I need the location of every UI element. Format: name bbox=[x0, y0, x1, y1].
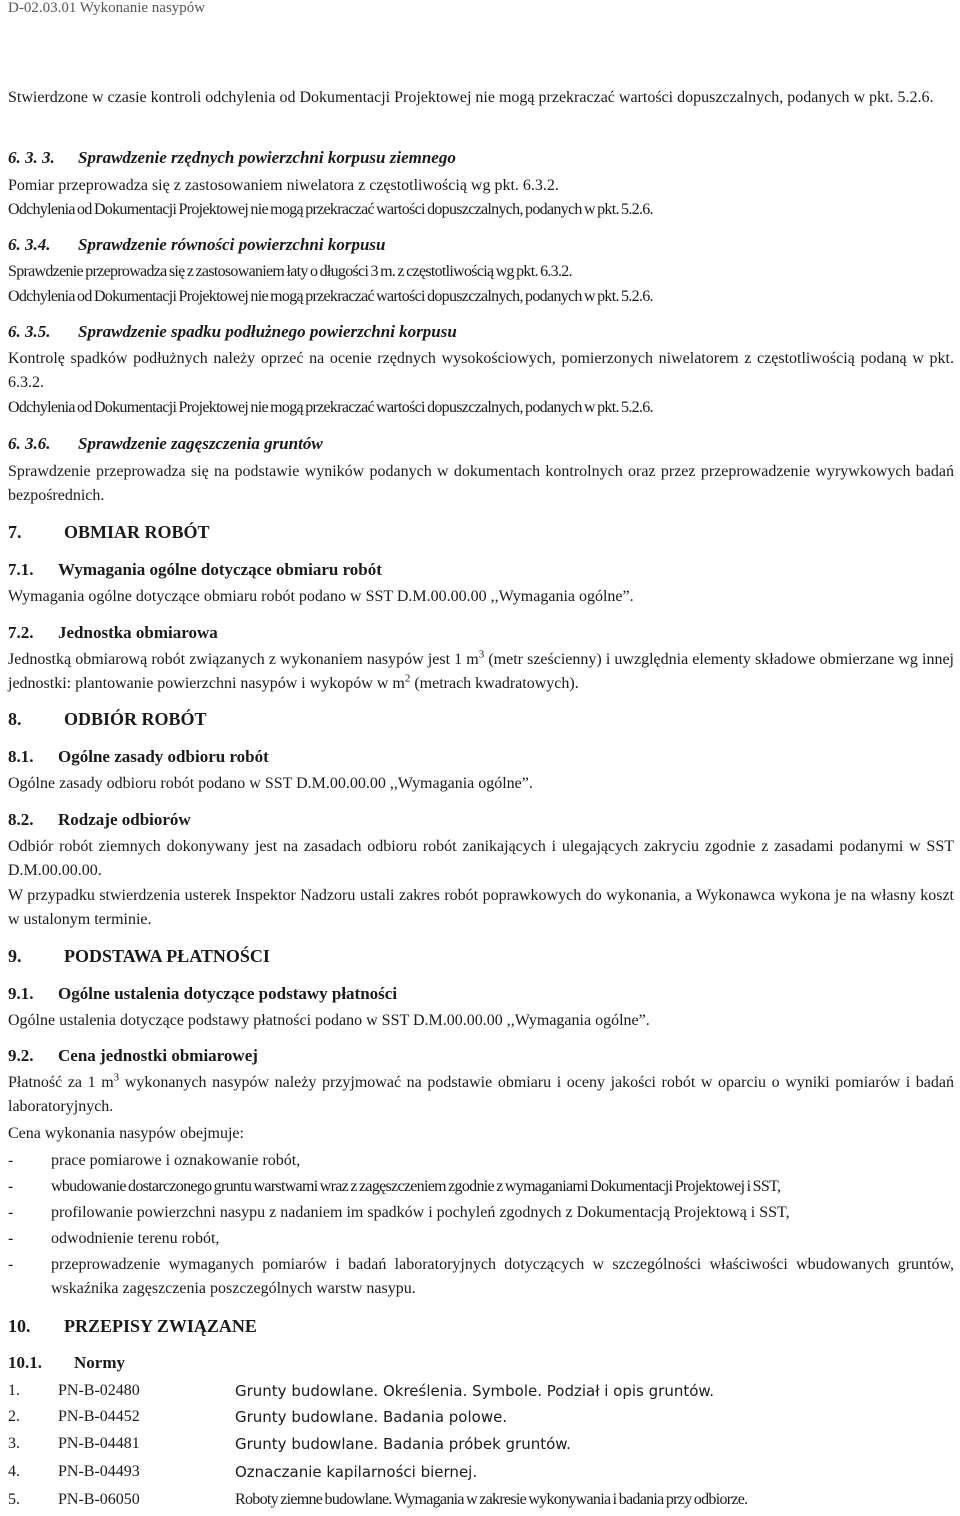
heading-title: Cena jednostki obmiarowej bbox=[58, 1046, 258, 1065]
paragraph: Odchylenia od Dokumentacji Projektowej nie mogą przekraczać wartości dopuszczalnych, podanych w pkt. 5.2.6. bbox=[8, 201, 653, 218]
paragraph: Jednostką obmiarową robót związanych z wykonaniem nasypów jest 1 $m^3$ (metr sześcienny) i uwzględnia elementy składowe obmierzane wg innej jednostki: plantowanie powierzchni nasypów i wykopów w $m^2$ (metrach kwadratowych). bbox=[8, 648, 955, 692]
section-number: 6. 3. 3. bbox=[8, 148, 55, 167]
paragraph: Kontrolę spadków podłużnych należy oprzeć na ocenie rzędnych wysokościowych, pomierzonych niwelatorem z częstotliwością podaną w pkt. 6.3.2. bbox=[8, 350, 954, 391]
heading-title: OBMIAR ROBÓT bbox=[64, 522, 210, 542]
heading-title: Jednostka obmiarowa bbox=[58, 623, 218, 642]
paragraph: Płatność za 1 $m^3$ wykonanych nasypów należy przyjmować na podstawie obmiaru i oceny jakości robót w oparciu o wyniki pomiarów i badań laboratoryjnych. bbox=[8, 1071, 954, 1115]
heading-8-2 bbox=[8, 810, 191, 830]
heading-title: Ogólne ustalenia dotyczące podstawy płatności bbox=[58, 984, 398, 1003]
paragraph: Sprawdzenie przeprowadza się z zastosowaniem łaty o długości 3 m. z częstotliwością wg pkt. 6.3.2. bbox=[8, 263, 572, 280]
section-title: Sprawdzenie równości powierzchni korpusu bbox=[78, 235, 386, 254]
paragraph: W przypadku stwierdzenia usterek Inspektor Nadzoru ustali zakres robót poprawkowych do wykonania, a Wykonawca wykona je na własny koszt w ustalonym terminie. bbox=[8, 887, 954, 928]
heading-title: Normy bbox=[74, 1353, 125, 1372]
section-6-3-3 bbox=[8, 148, 456, 168]
section-6-3-6 bbox=[8, 434, 323, 454]
paragraph: Odchylenia od Dokumentacji Projektowej nie mogą przekraczać wartości dopuszczalnych, podanych w pkt. 5.2.6. bbox=[8, 288, 653, 305]
heading-number: 7. bbox=[8, 522, 22, 542]
heading-9 bbox=[8, 946, 270, 967]
section-number: 6. 3.4. bbox=[8, 235, 51, 254]
section-6-3-4 bbox=[8, 235, 386, 255]
paragraph: Odchylenia od Dokumentacji Projektowej nie mogą przekraczać wartości dopuszczalnych, podanych w pkt. 5.2.6. bbox=[8, 399, 653, 416]
heading-7 bbox=[8, 522, 210, 543]
paragraph: Wymagania ogólne dotyczące obmiaru robót podano w SST D.M.00.00.00 ,,Wymagania ogólne”. bbox=[8, 588, 634, 605]
list-item: - odwodnienie terenu robót, bbox=[8, 1230, 220, 1247]
heading-title: Wymagania ogólne dotyczące obmiaru robót bbox=[58, 560, 382, 579]
heading-title: Ogólne zasady odbioru robót bbox=[58, 747, 269, 766]
heading-number: 8.2. bbox=[8, 810, 34, 829]
section-number: 6. 3.6. bbox=[8, 434, 51, 453]
list-item: - prace pomiarowe i oznakowanie robót, bbox=[8, 1152, 301, 1169]
list-item: - profilowanie powierzchni nasypu z nadaniem im spadków i pochyleń zgodnych z Dokumentacją Projektową i SST, bbox=[8, 1204, 790, 1221]
heading-7-1 bbox=[8, 560, 382, 580]
heading-number: 10.1. bbox=[8, 1353, 42, 1372]
heading-10 bbox=[8, 1316, 257, 1337]
heading-9-2 bbox=[8, 1046, 258, 1066]
paragraph: Stwierdzone w czasie kontroli odchylenia od Dokumentacji Projektowej nie mogą przekraczać wartości dopuszczalnych, podanych w pkt. 5.2.6. bbox=[8, 89, 934, 106]
heading-10-1 bbox=[8, 1353, 125, 1373]
heading-number: 10. bbox=[8, 1316, 31, 1336]
heading-8-1 bbox=[8, 747, 269, 767]
heading-9-1 bbox=[8, 984, 397, 1004]
heading-title: PRZEPISY ZWIĄZANE bbox=[64, 1316, 257, 1336]
page-header: D-02.03.01 Wykonanie nasypów bbox=[8, 0, 206, 16]
section-title: Sprawdzenie zagęszczenia gruntów bbox=[78, 434, 323, 453]
heading-number: 8.1. bbox=[8, 747, 34, 766]
list-item: - wbudowanie dostarczonego gruntu warstwami wraz z zagęszczeniem zgodnie z wymaganiami Dokumentacji Projektowej i SST, bbox=[8, 1178, 781, 1195]
section-6-3-5 bbox=[8, 322, 457, 342]
paragraph: Ogólne ustalenia dotyczące podstawy płatności podano w SST D.M.00.00.00 ,,Wymagania ogólne”. bbox=[8, 1012, 650, 1029]
heading-title: ODBIÓR ROBÓT bbox=[64, 709, 207, 729]
section-number: 6. 3.5. bbox=[8, 322, 51, 341]
heading-number: 7.1. bbox=[8, 560, 34, 579]
heading-number: 9.2. bbox=[8, 1046, 34, 1065]
paragraph: Ogólne zasady odbioru robót podano w SST D.M.00.00.00 ,,Wymagania ogólne”. bbox=[8, 775, 533, 792]
heading-number: 9.1. bbox=[8, 984, 34, 1003]
section-title: Sprawdzenie rzędnych powierzchni korpusu ziemnego bbox=[78, 148, 456, 167]
heading-8 bbox=[8, 709, 207, 730]
heading-title: PODSTAWA PŁATNOŚCI bbox=[64, 946, 270, 966]
paragraph: Cena wykonania nasypów obejmuje: bbox=[8, 1125, 244, 1142]
paragraph: Sprawdzenie przeprowadza się na podstawie wyników podanych w dokumentach kontrolnych oraz przez przeprowadzenie wyrywkowych badań bezpośrednich. bbox=[8, 463, 954, 504]
heading-number: 8. bbox=[8, 709, 22, 729]
heading-title: Rodzaje odbiorów bbox=[58, 810, 191, 829]
heading-number: 7.2. bbox=[8, 623, 34, 642]
heading-7-2 bbox=[8, 623, 218, 643]
list-item: - przeprowadzenie wymaganych pomiarów i badań laboratoryjnych dotyczących w szczególności właściwości wbudowanych gruntów, wskaźnika zagęszczenia poszczególnych warstw nasypu. bbox=[8, 1256, 954, 1297]
paragraph: Odbiór robót ziemnych dokonywany jest na zasadach odbioru robót zanikających i ulegających zakryciu zgodnie z zasadami podanymi w SST D.M.00.00.00. bbox=[8, 838, 954, 879]
section-title: Sprawdzenie spadku podłużnego powierzchni korpusu bbox=[78, 322, 457, 341]
paragraph: Pomiar przeprowadza się z zastosowaniem niwelatora z częstotliwością wg pkt. 6.3.2. bbox=[8, 177, 559, 194]
heading-number: 9. bbox=[8, 946, 22, 966]
